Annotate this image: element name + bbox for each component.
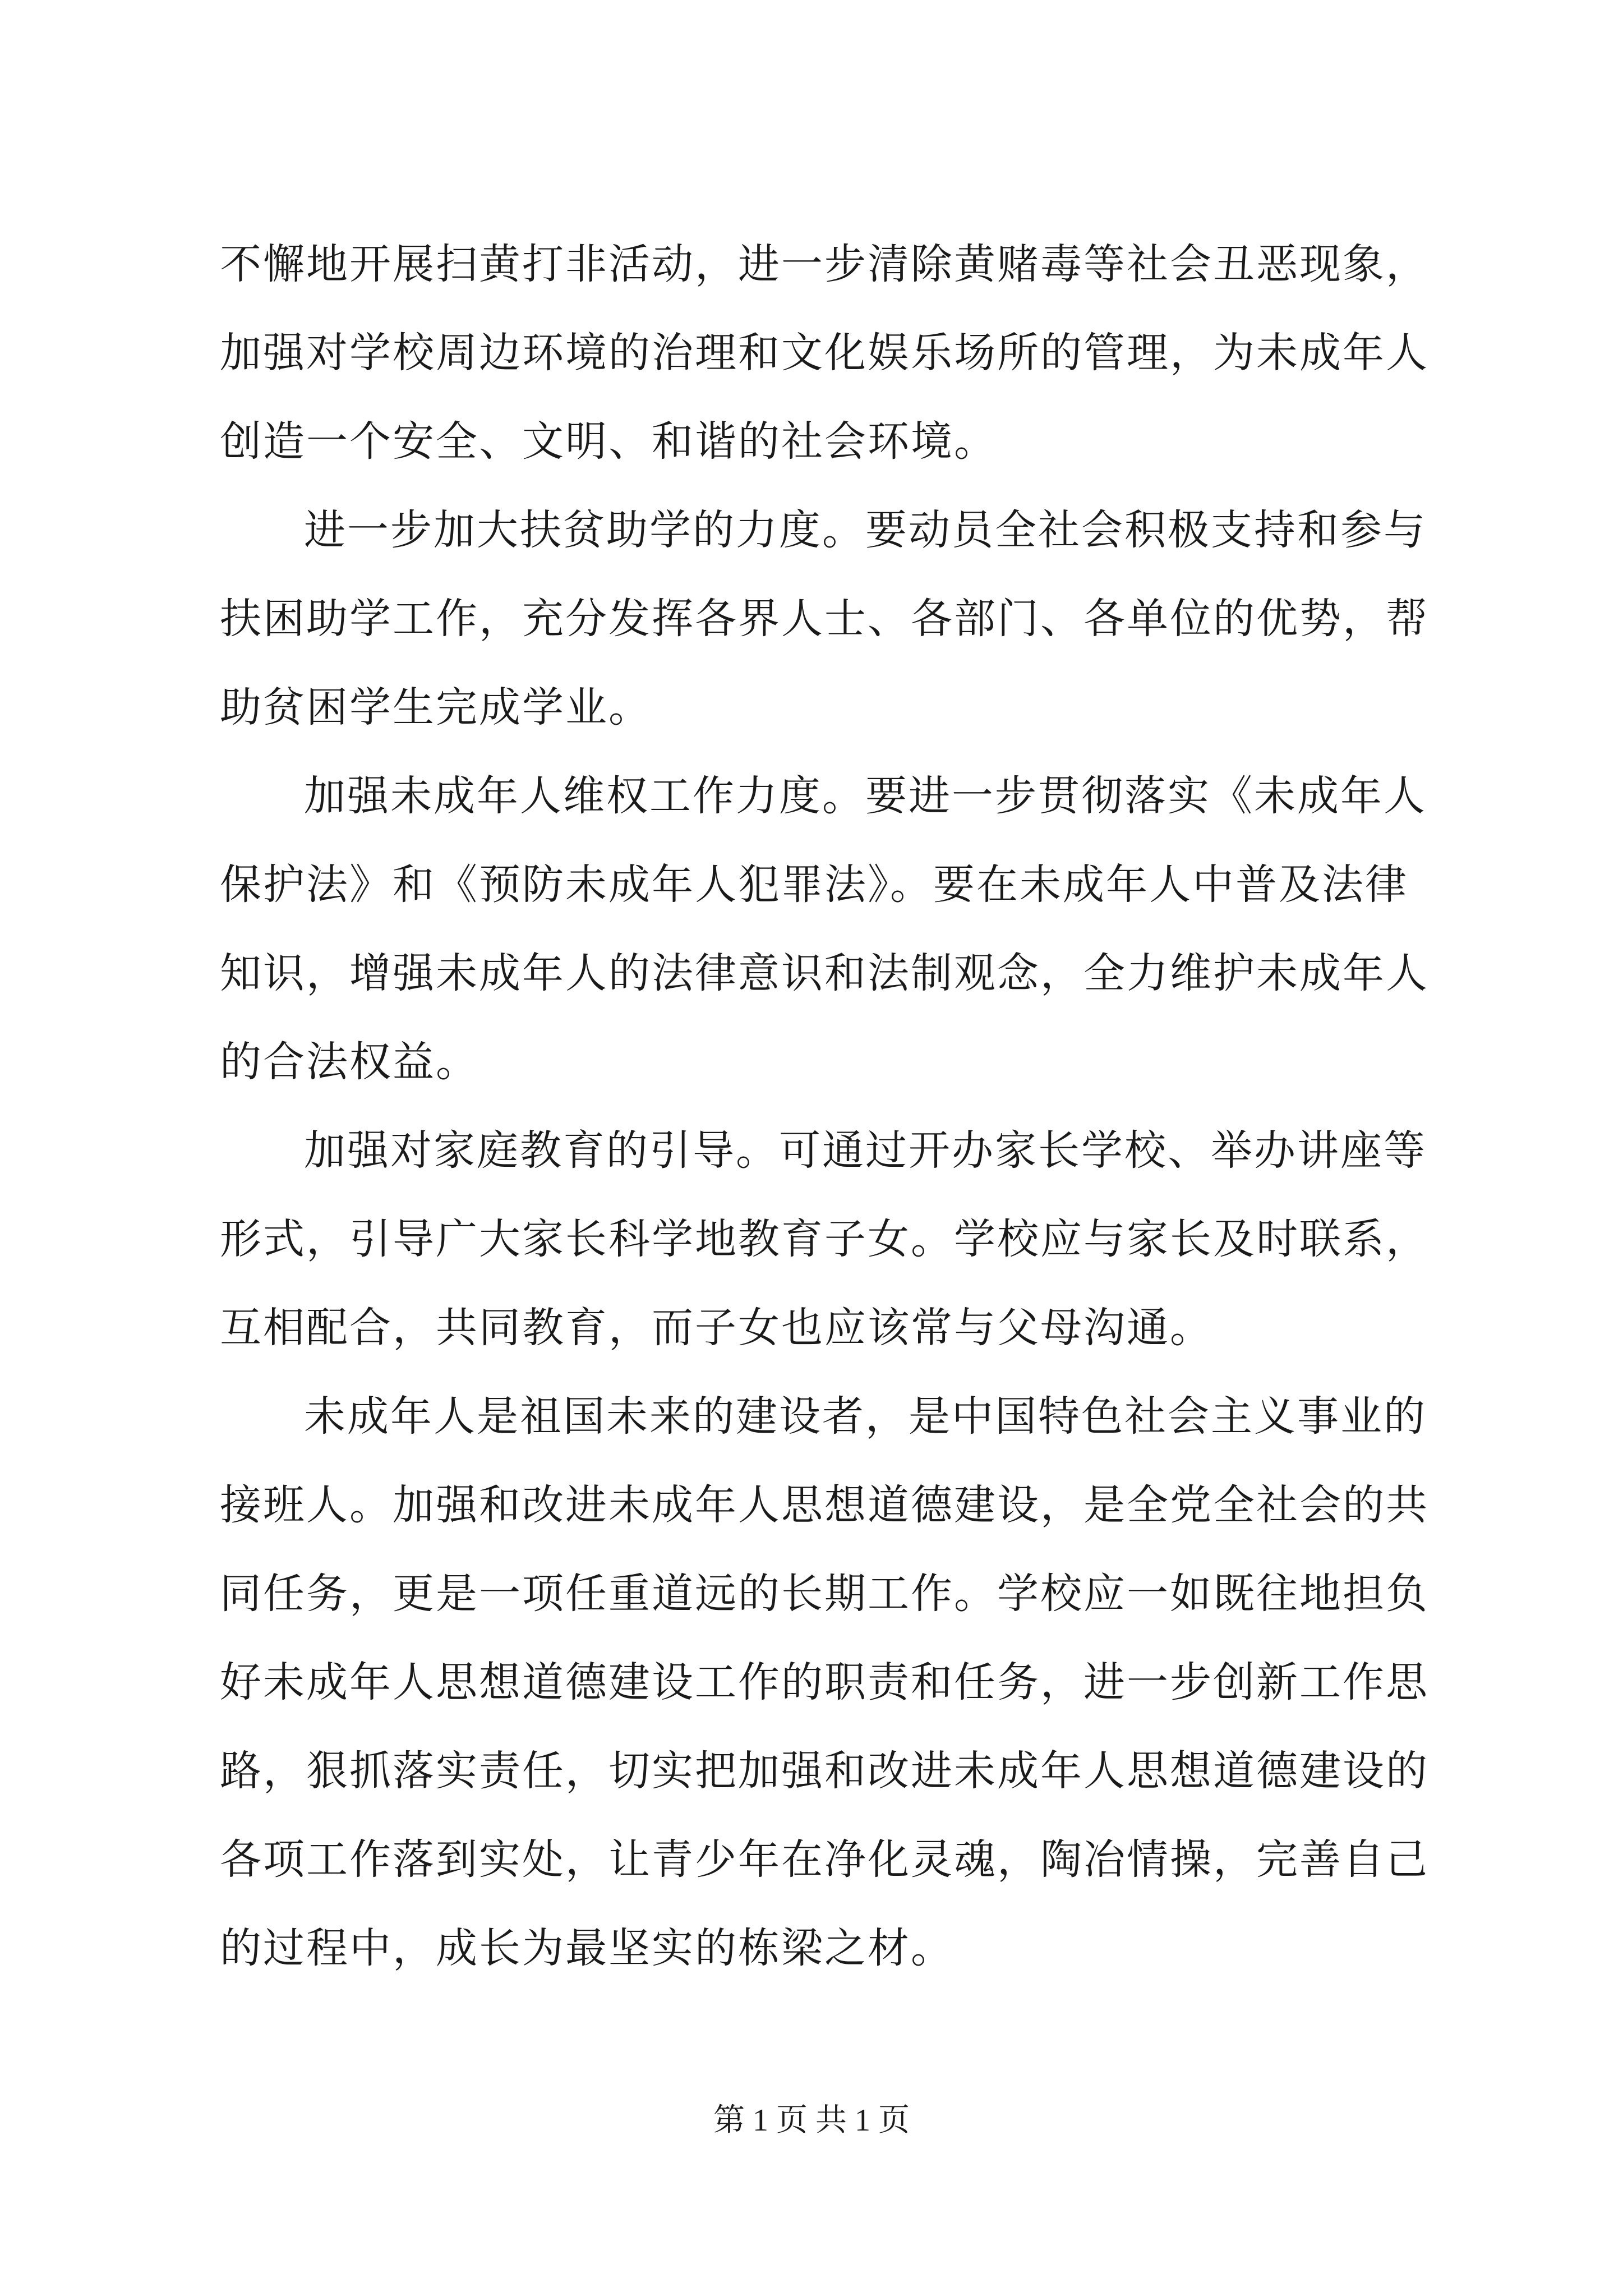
- paragraph-4-line-1: 加强对家庭教育的引导。可通过开办家长学校、举办讲座等: [304, 1126, 1427, 1175]
- paragraph-3-line-1: 加强未成年人维权工作力度。要进一步贯彻落实《未成年人: [304, 772, 1427, 820]
- paragraph-5-line-3: 同任务，更是一项任重道远的长期工作。学校应一如既往地担负: [220, 1570, 1429, 1618]
- paragraph-5-line-2: 接班人。加强和改进未成年人思想道德建设，是全党全社会的共: [220, 1481, 1429, 1529]
- paragraph-1-line-1: 不懈地开展扫黄打非活动，进一步清除黄赌毒等社会丑恶现象，: [220, 240, 1429, 288]
- paragraph-4-line-2: 形式，引导广大家长科学地教育子女。学校应与家长及时联系，: [220, 1215, 1429, 1263]
- paragraph-1-line-2: 加强对学校周边环境的治理和文化娱乐场所的管理，为未成年人: [220, 329, 1429, 377]
- page-number-footer: 第 1 页 共 1 页: [713, 2103, 910, 2138]
- paragraph-1-line-3: 创造一个安全、文明、和谐的社会环境。: [220, 417, 997, 466]
- paragraph-2-line-1: 进一步加大扶贫助学的力度。要动员全社会积极支持和参与: [304, 506, 1427, 554]
- paragraph-3-line-4: 的合法权益。: [220, 1038, 479, 1086]
- paragraph-2-line-2: 扶困助学工作，充分发挥各界人士、各部门、各单位的优势，帮: [220, 595, 1429, 643]
- paragraph-2-line-3: 助贫困学生完成学业。: [220, 683, 652, 731]
- paragraph-5-line-6: 各项工作落到实处，让青少年在净化灵魂，陶冶情操，完善自己: [220, 1835, 1429, 1884]
- paragraph-3-line-2: 保护法》和《预防未成年人犯罪法》。要在未成年人中普及法律: [220, 861, 1408, 909]
- paragraph-5-line-1: 未成年人是祖国未来的建设者，是中国特色社会主义事业的: [304, 1392, 1427, 1441]
- paragraph-5-line-7: 的过程中，成长为最坚实的栋梁之材。: [220, 1924, 954, 1972]
- paragraph-5-line-5: 路，狠抓落实责任，切实把加强和改进未成年人思想道德建设的: [220, 1747, 1429, 1795]
- document-body: [220, 220, 1431, 1993]
- paragraph-5-line-4: 好未成年人思想道德建设工作的职责和任务，进一步创新工作思: [220, 1658, 1429, 1706]
- paragraph-3-line-3: 知识，增强未成年人的法律意识和法制观念，全力维护未成年人: [220, 949, 1429, 997]
- paragraph-4-line-3: 互相配合，共同教育，而子女也应该常与父母沟通。: [220, 1304, 1213, 1352]
